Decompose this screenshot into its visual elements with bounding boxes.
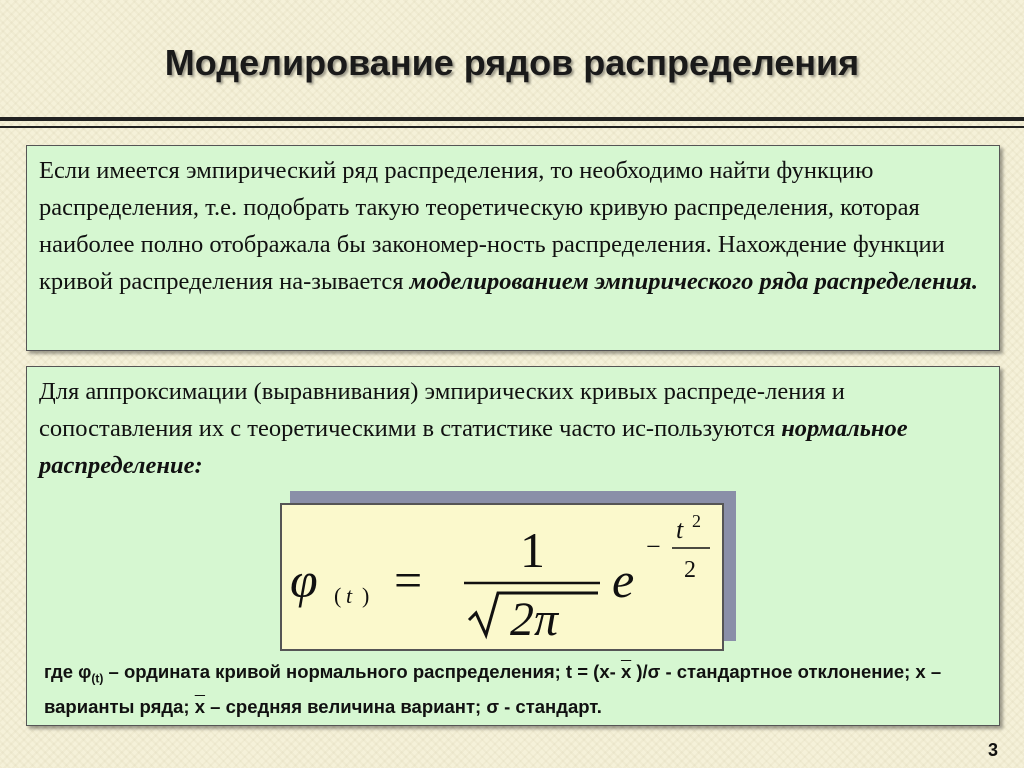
note-part-2: – ордината кривой нормального распределения; t = (x- (103, 661, 621, 682)
formula-exp-den: 2 (684, 557, 696, 583)
formula-numerator: 1 (520, 522, 545, 578)
formula-arg-open: ( (334, 583, 342, 608)
approximation-text-plain: Для аппроксимации (выравнивания) эмпирических кривых распреде-ления и сопоставления их с теоретическими в статистике часто ис-пользуются (39, 378, 845, 442)
formula-svg (282, 505, 722, 649)
formula-explanation (44, 658, 989, 721)
page-number: 3 (988, 740, 999, 760)
definition-text-plain: Если имеется эмпирический ряд распределения, то необходимо найти функцию распределения, т.е. подобрать такую теоретическую кривую распределения, которая наиболее полно отображала бы закономер-ность распределения. Нахождение функции кривой распределения на-зывается (39, 157, 945, 295)
note-part-4: – средняя величина вариант; σ - стандарт. (205, 695, 602, 717)
formula-exp-minus: − (646, 532, 661, 561)
note-xbar-2: $\overline{x}$ (194, 695, 206, 717)
note-xbar-1: $\overline{x}$ (620, 661, 632, 682)
formula-equals: = (394, 552, 423, 608)
formula-arg-close: ) (362, 583, 370, 608)
title-divider-thick (0, 117, 1024, 121)
formula-denominator: 2π (510, 593, 559, 646)
title-divider-thin (0, 126, 1024, 128)
formula-exp-pow: 2 (692, 511, 701, 531)
definition-box (26, 145, 1000, 351)
formula-arg: t (346, 583, 353, 608)
slide-title: Моделирование рядов распределения (164, 42, 860, 83)
definition-term: моделированием эмпирического ряда распределения. (409, 268, 978, 295)
note-part-1: где φ (44, 661, 92, 682)
note-subscript: (t) (91, 671, 104, 686)
formula-exp-t: t (676, 515, 684, 544)
approximation-text (39, 373, 985, 484)
formula-phi: φ (290, 552, 318, 608)
normal-distribution-formula (280, 503, 724, 651)
normal-distribution-term: нормальное распределение: (39, 415, 908, 479)
formula-e: e (612, 552, 635, 608)
note-part-3: )/σ - стандартное отклонение; x – варианты ряда; (44, 661, 942, 717)
definition-text (39, 152, 985, 300)
